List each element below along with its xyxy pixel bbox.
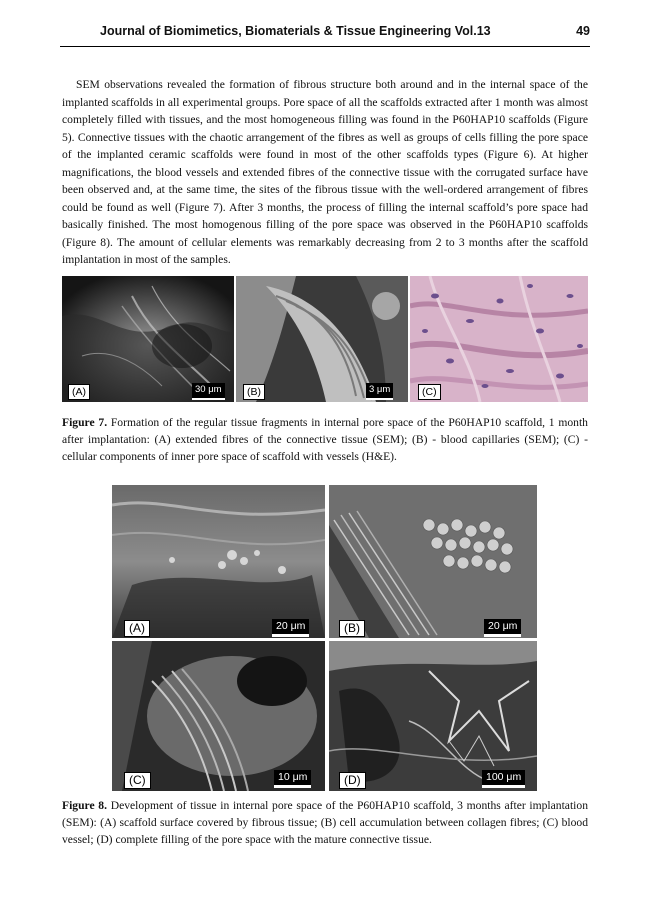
figure8-panel-d-scale-bar: 100 μm bbox=[482, 770, 525, 788]
figure8-caption-label: Figure 8. bbox=[62, 799, 108, 812]
figure7-panel-a-label: (A) bbox=[68, 384, 90, 400]
figure8-panel-d-label: (D) bbox=[339, 772, 366, 789]
figure8-panel-b-image bbox=[329, 485, 537, 638]
figure8-caption bbox=[62, 797, 588, 848]
figure7-panel-b-scale-bar: 3 μm bbox=[366, 383, 393, 400]
figure7-panel-c-label: (C) bbox=[418, 384, 441, 400]
page-number: 49 bbox=[576, 24, 590, 38]
figure8-panel-a-scale-bar: 20 μm bbox=[272, 619, 309, 637]
figure7-caption bbox=[62, 414, 588, 465]
figure7-caption-label: Figure 7. bbox=[62, 416, 108, 429]
figure8-panel-c-label: (C) bbox=[124, 772, 151, 789]
figure8-panel-d-image bbox=[329, 641, 537, 791]
journal-title: Journal of Biomimetics, Biomaterials & Tissue Engineering Vol.13 bbox=[100, 24, 491, 38]
figure7-panel-b-label: (B) bbox=[243, 384, 265, 400]
figure8-panel-b-label: (B) bbox=[339, 620, 365, 637]
running-header bbox=[60, 24, 590, 47]
figure7-panel-a-scale-bar: 30 μm bbox=[192, 383, 225, 400]
figure8-panel-a-label: (A) bbox=[124, 620, 150, 637]
body-paragraph: SEM observations revealed the formation of fibrous structure both around and in the internal space of the implanted scaffolds in all experimental groups. Pore space of all the scaffolds extracted after 1 month was almost completely filled with tissues, and the most homogeneous filling was found in the P60HAP10 scaffolds (Figure 5). Connective tissues with the chaotic arrangement of the fibres as well as groups of cells filling the pore space of the implanted ceramic scaffolds were found in most of the other scaffolds types (Figure 6). At higher magnifications, the blood vessels and extended fibres of the connective tissue with the corrugated surface have been observed and, at the same time, the sites of the fibrous tissue with the well-ordered arrangement of fibres could be found as well (Figure 7). After 3 months, the process of filling the internal scaffold’s pore space had basically finished. The most homogenous filling of the pore space was observed in the P60HAP10 scaffolds (Figure 8). The amount of cellular elements was remarkably decreasing from 2 to 3 months after the scaffold implantation in most of the samples. bbox=[62, 78, 588, 266]
figure8-panel-c-image bbox=[112, 641, 325, 791]
figure8-panel-c-scale-bar: 10 μm bbox=[274, 770, 311, 788]
figure7-caption-text: Formation of the regular tissue fragments in internal pore space of the P60HAP10 scaffold, 1 month after implantation: (A) extended fibres of the connective tissue (SEM); (B) - blood capillaries (SEM); (C) - cellular components of inner pore space of scaffold with vessels (H&E). bbox=[62, 416, 588, 463]
figure8-panel-a-image bbox=[112, 485, 325, 638]
figure8-caption-text: Development of tissue in internal pore space of the P60HAP10 scaffold, 3 months after implantation (SEM): (A) scaffold surface covered by fibrous tissue; (B) cell accumulation between collagen fibres; (C) blood vessel; (D) complete filling of the pore space with the mature connective tissue. bbox=[62, 799, 588, 846]
figure8-panel-b-scale-bar: 20 μm bbox=[484, 619, 521, 637]
